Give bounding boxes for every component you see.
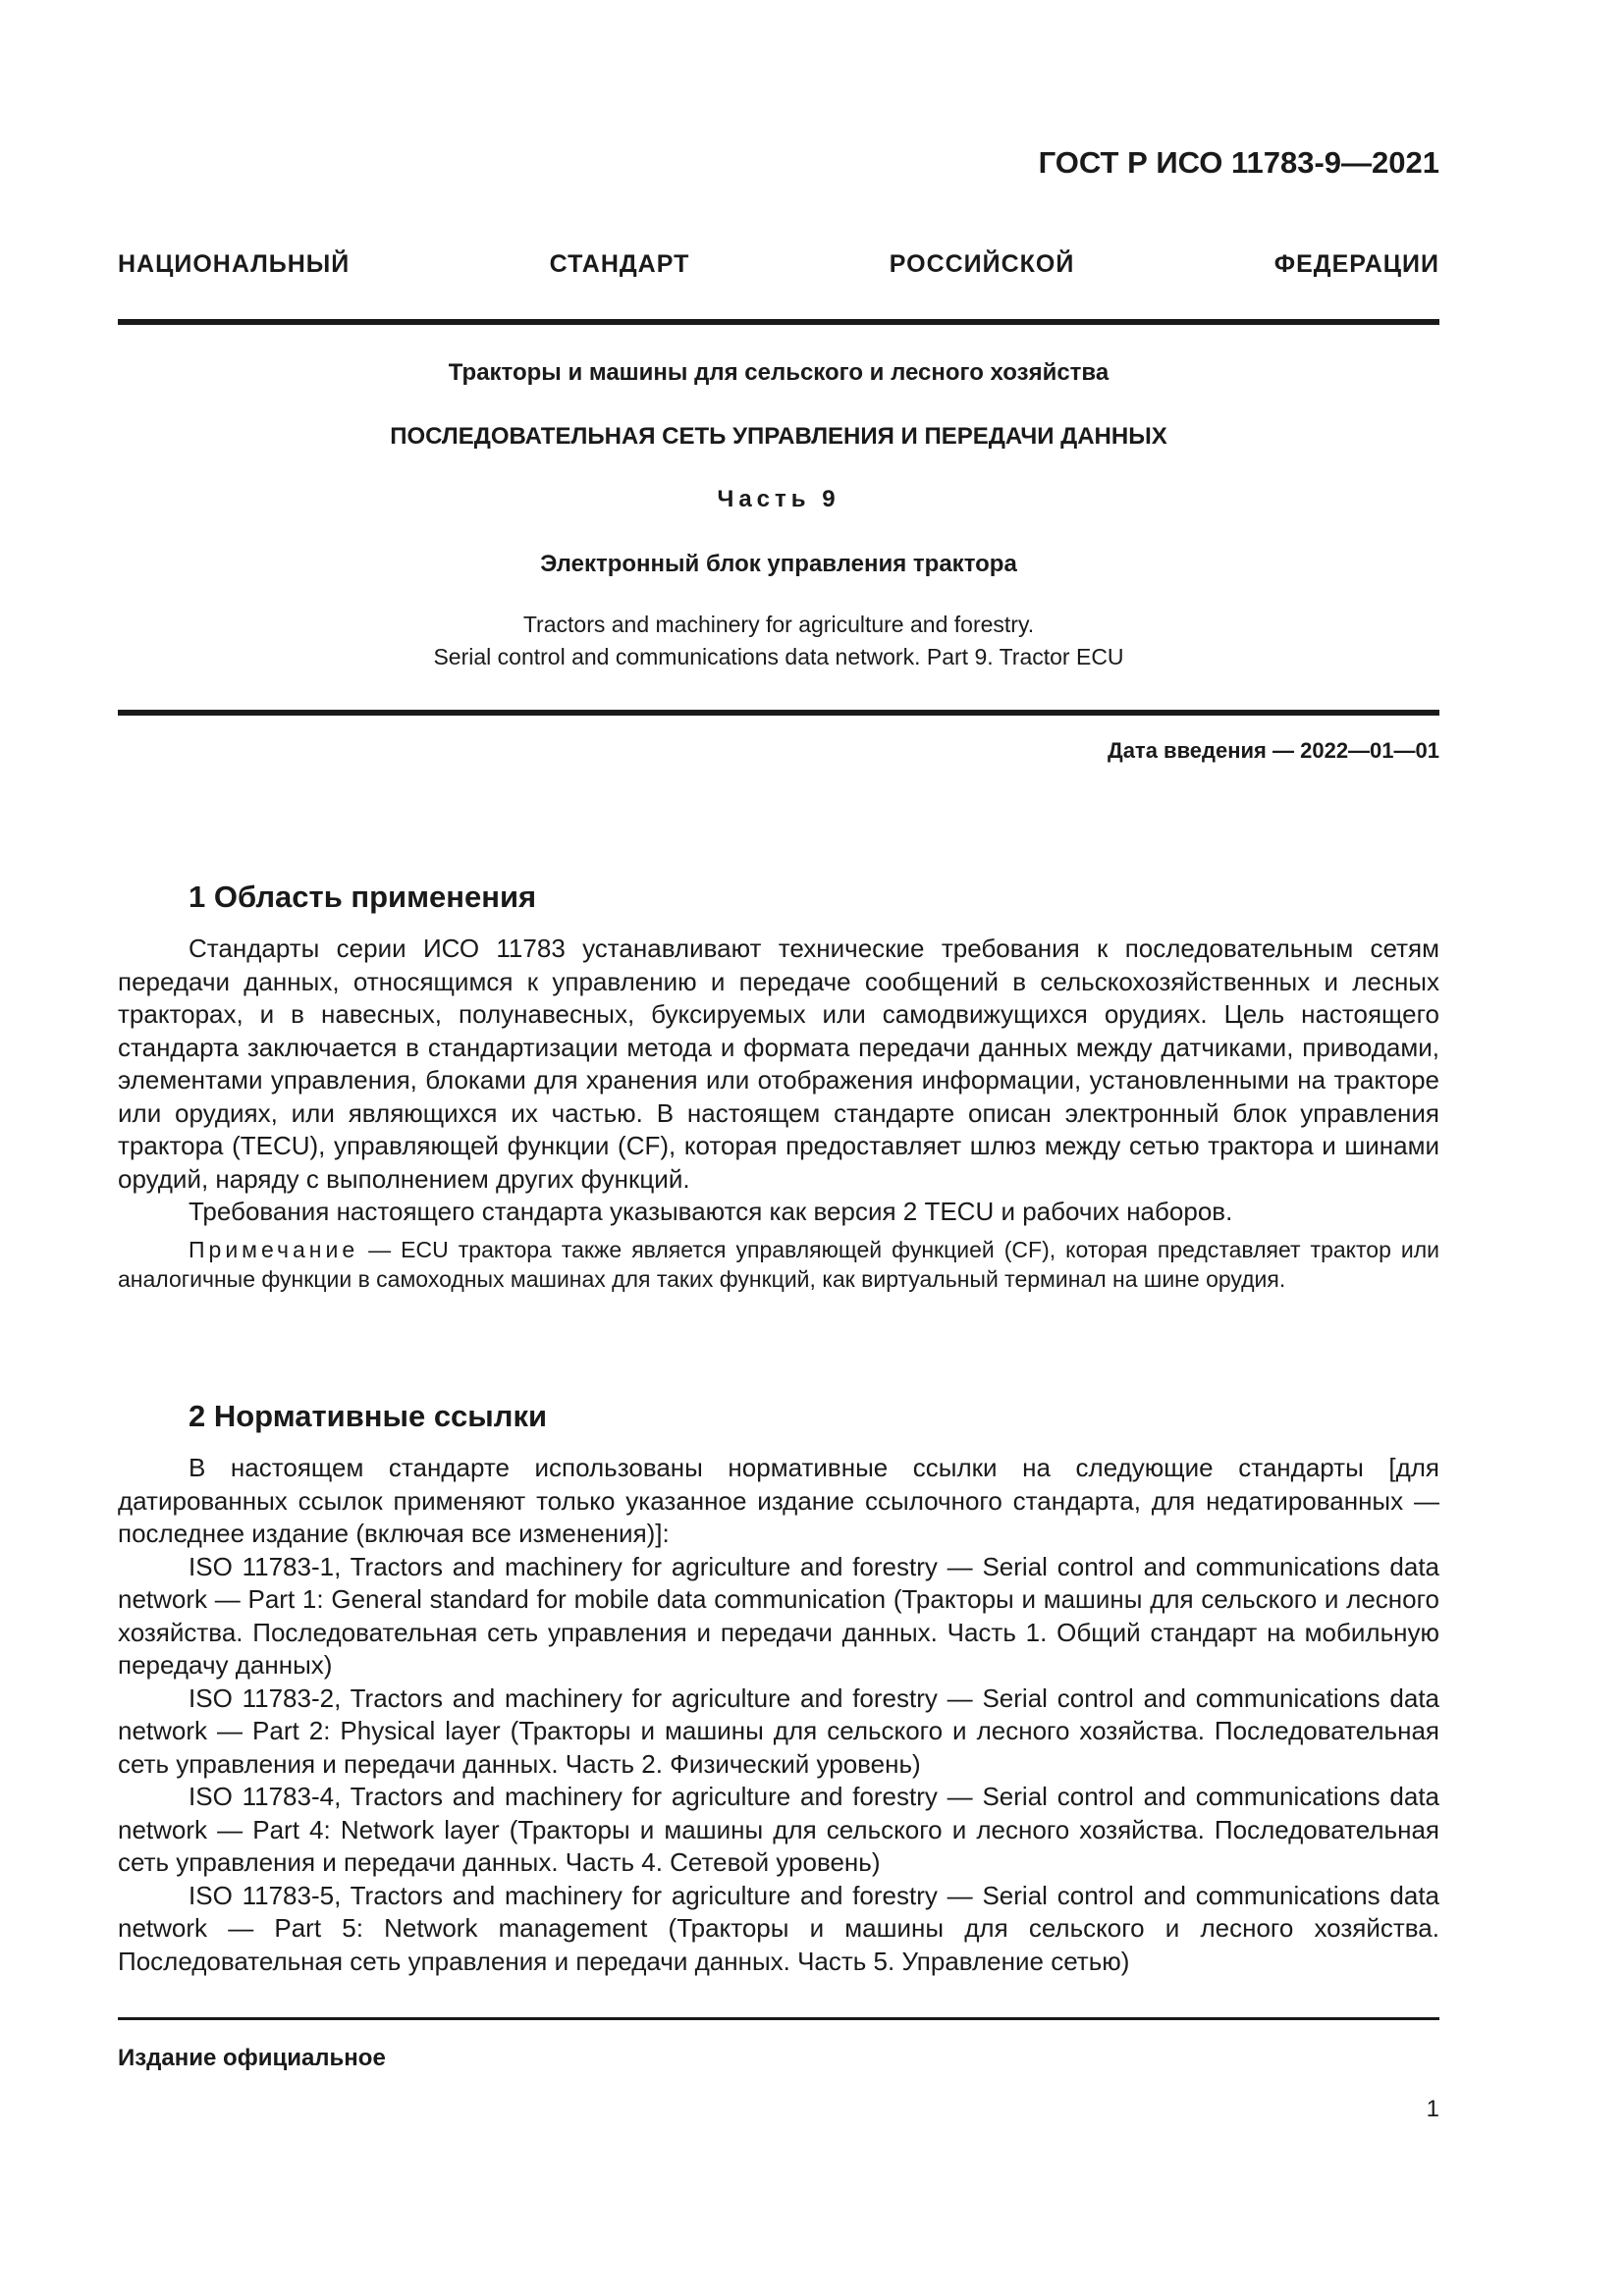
section-paragraph: В настоящем стандарте использованы нормативные ссылки на следующие стандарты [для датированных ссылок применяют только указанное издание ссылочного стандарта, для недатированных — последнее издание (включая все изменения)]: (118, 1453, 1439, 1548)
note-text: — ECU трактора также является управляющей функцией (CF), которая представляет трактор или аналогичные функции в самоходных машинах для таких функций, как виртуальный терминал на шине орудия. (118, 1236, 1439, 1292)
document-code: ГОСТ Р ИСО 11783-9—2021 (1038, 145, 1439, 180)
part-number: Часть 9 (717, 486, 840, 512)
document-subtitle: Электронный блок управления трактора (540, 551, 1017, 577)
title-line-2: ПОСЛЕДОВАТЕЛЬНАЯ СЕТЬ УПРАВЛЕНИЯ И ПЕРЕДАЧИ ДАННЫХ (390, 423, 1167, 450)
note-label: Примечание (189, 1236, 359, 1262)
english-title-line-1: Tractors and machinery for agriculture and forestry. (522, 612, 1035, 637)
footer-divider (118, 2017, 1439, 2020)
section-note (118, 1235, 1439, 1294)
page-number: 1 (1426, 2096, 1439, 2122)
introduction-date: Дата введения — 2022—01—01 (1108, 738, 1439, 763)
header-divider (118, 319, 1439, 325)
reference-item: ISO 11783-4, Tractors and machinery for agriculture and forestry — Serial control and communications data network — Part 4: Network layer (Тракторы и машины для сельского и лесного хозяйства. Последовательная сеть управления и передачи данных. Часть 4. Сетевой уровень) (118, 1782, 1439, 1877)
document-page (118, 0, 1439, 2296)
section-heading: 2 Нормативные ссылки (189, 1399, 548, 1433)
section-scope (118, 880, 1439, 1294)
english-title-line-2: Serial control and communications data network. Part 9. Tractor ECU (433, 644, 1124, 669)
reference-item: ISO 11783-1, Tractors and machinery for agriculture and forestry — Serial control and communications data network — Part 1: General standard for mobile data communication (Тракторы и машины для сельского и лесного хозяйства. Последовательная сеть управления и передачи данных. Часть 1. Общий стандарт на мобильную передачу данных) (118, 1551, 1439, 1680)
section-paragraph: Стандарты серии ИСО 11783 устанавливают технические требования к последовательным сетям передачи данных, относящимся к управлению и передаче сообщений в сельскохозяйственных и лесных тракторах, и в навесных, полунавесных, буксируемых или самодвижущихся орудиях. Цель настоящего стандарта заключается в стандартизации метода и формата передачи данных между датчиками, приводами, элементами управления, блоками для хранения или отображения информации, установленными на тракторе или орудиях, или являющихся их частью. В настоящем стандарте описан электронный блок управления трактора (TECU), управляющей функции (CF), которая предоставляет шлюз между сетью трактора и шинами орудий, наряду с выполнением других функций. (118, 934, 1439, 1194)
title-line-1: Тракторы и машины для сельского и лесного хозяйства (448, 359, 1110, 386)
reference-item: ISO 11783-2, Tractors and machinery for agriculture and forestry — Serial control and communications data network — Part 2: Physical layer (Тракторы и машины для сельского и лесного хозяйства. Последовательная сеть управления и передачи данных. Часть 2. Физический уровень) (118, 1682, 1439, 1779)
reference-item: ISO 11783-5, Tractors and machinery for agriculture and forestry — Serial control and communications data network — Part 5: Network management (Тракторы и машины для сельского и лесного хозяйства. Последовательная сеть управления и передачи данных. Часть 5. Управление сетью) (118, 1880, 1439, 1976)
title-divider (118, 710, 1439, 716)
section-paragraph: Требования настоящего стандарта указываются как версия 2 TECU и рабочих наборов. (189, 1197, 1233, 1226)
section-normative-references (118, 1399, 1439, 1978)
section-heading: 1 Область применения (189, 880, 537, 914)
national-standard-banner: НАЦИОНАЛЬНЫЙ СТАНДАРТ РОССИЙСКОЙ ФЕДЕРАЦИИ (118, 250, 1439, 278)
official-edition-label: Издание официальное (118, 2045, 386, 2071)
